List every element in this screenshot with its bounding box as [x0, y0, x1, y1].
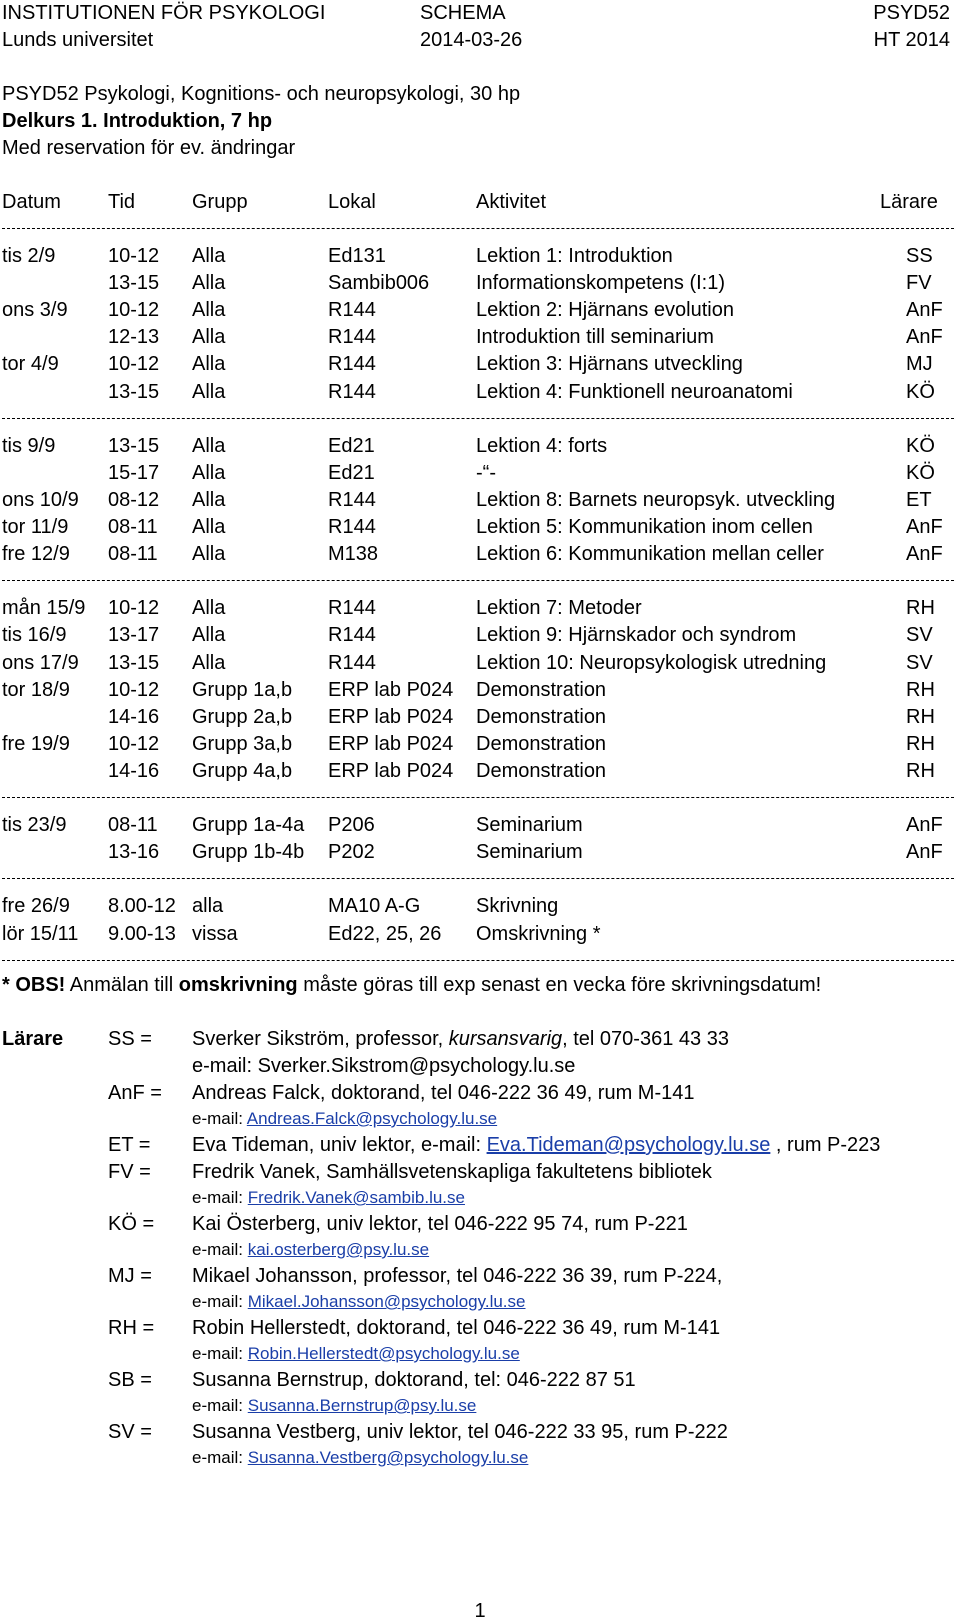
cell-tid: 13-15	[108, 434, 160, 457]
teacher-info	[192, 1026, 729, 1053]
cell-tid: 13-15	[108, 380, 160, 403]
teacher-email	[192, 1053, 575, 1080]
cell-aktivitet: Seminarium	[476, 814, 583, 837]
teacher-email-link[interactable]: Andreas.Falck@psychology.lu.se	[246, 1109, 498, 1128]
cell-lokal: ERP lab P024	[328, 705, 454, 728]
teacher-info-text: Andreas Falck, doktorand, tel 046-222 36 49, rum M-141	[192, 1082, 695, 1104]
teacher-email	[192, 1288, 526, 1315]
cell-lokal: R144	[328, 624, 376, 647]
email-label: e-mail:	[192, 1240, 248, 1259]
cell-lokal: ERP lab P024	[328, 759, 454, 782]
table-row	[0, 677, 960, 704]
cell-grupp: Alla	[192, 434, 226, 457]
cell-grupp: Alla	[192, 624, 226, 647]
teacher-code: ET =	[108, 1134, 151, 1156]
cell-aktivitet: Lektion 9: Hjärnskador och syndrom	[476, 624, 797, 647]
teacher-email-link[interactable]: Robin.Hellerstedt@psychology.lu.se	[247, 1344, 520, 1363]
teacher-entry	[0, 1211, 960, 1238]
teacher-code: FV =	[108, 1161, 151, 1183]
table-row	[0, 541, 960, 568]
cell-tid: 08-11	[108, 543, 158, 566]
teacher-email	[192, 1444, 528, 1471]
table-separator	[2, 960, 954, 961]
cell-aktivitet: Lektion 4: forts	[476, 434, 608, 457]
cell-larare: AnF	[906, 841, 943, 864]
teacher-info-text: Robin Hellerstedt, doktorand, tel 046-222 36 49, rum M-141	[192, 1317, 721, 1339]
cell-aktivitet: Omskrivning *	[476, 922, 601, 945]
cell-aktivitet: Lektion 4: Funktionell neuroanatomi	[476, 380, 793, 403]
teacher-info	[192, 1080, 695, 1107]
cell-grupp: Alla	[192, 516, 226, 538]
cell-lokal: Ed21	[328, 461, 375, 484]
teacher-info	[192, 1367, 636, 1394]
cell-grupp: Alla	[192, 543, 226, 566]
teacher-info	[192, 1419, 728, 1446]
teacher-entry	[0, 1315, 960, 1342]
cell-aktivitet: -“-	[476, 461, 496, 484]
teacher-info-text: Fredrik Vanek, Samhällsvetenskapliga fakultetens bibliotek	[192, 1161, 712, 1183]
cell-tid: 13-15	[108, 651, 160, 674]
teacher-info-text-end: , rum P-223	[770, 1134, 881, 1156]
course-title-text: PSYD52 Psykologi, Kognitions- och neuropsykologi, 30 hp	[2, 83, 521, 105]
teacher-info	[192, 1159, 712, 1186]
cell-grupp: Grupp 2a,b	[192, 705, 293, 728]
teacher-code: AnF =	[108, 1082, 162, 1104]
cell-grupp: Alla	[192, 245, 226, 267]
teacher-entry	[0, 1080, 960, 1107]
table-row	[0, 297, 960, 324]
table-row	[0, 270, 960, 297]
cell-lokal: M138	[328, 543, 379, 566]
teacher-email-link[interactable]: Susanna.Vestberg@psychology.lu.se	[247, 1448, 529, 1467]
table-row	[0, 704, 960, 731]
cell-larare: AnF	[906, 543, 943, 566]
table-separator	[2, 580, 954, 581]
cell-tid: 13-16	[108, 841, 160, 864]
teacher-code: KÖ =	[108, 1213, 155, 1235]
teacher-entry	[0, 1132, 960, 1159]
document-date: 2014-03-26	[420, 29, 523, 51]
teacher-email-line	[0, 1184, 960, 1211]
teacher-email-line	[0, 1053, 960, 1080]
table-row	[0, 839, 960, 866]
cell-aktivitet: Lektion 1: Introduktion	[476, 245, 673, 267]
cell-tid: 13-15	[108, 272, 160, 295]
signup-note	[0, 972, 960, 999]
cell-datum: fre 12/9	[2, 543, 70, 566]
cell-tid: 10-12	[108, 597, 160, 620]
cell-aktivitet: Lektion 10: Neuropsykologisk utredning	[476, 651, 827, 674]
email-label: e-mail:	[192, 1396, 248, 1415]
cell-datum: ons 3/9	[2, 299, 68, 322]
document-type: SCHEMA	[420, 2, 506, 24]
table-row	[0, 243, 960, 270]
cell-datum: tis 2/9	[2, 245, 56, 267]
cell-lokal: Sambib006	[328, 272, 430, 295]
cell-lokal: R144	[328, 597, 376, 620]
university-name: Lunds universitet	[2, 29, 154, 51]
teacher-email	[192, 1236, 429, 1263]
teacher-info-text: Mikael Johansson, professor, tel 046-222 36 39, rum P-224,	[192, 1265, 723, 1287]
header-line-2	[0, 27, 960, 54]
cell-grupp: Alla	[192, 353, 226, 376]
cell-grupp: Grupp 1b-4b	[192, 841, 305, 864]
teacher-info	[192, 1132, 880, 1159]
teacher-email-link[interactable]: Fredrik.Vanek@sambib.lu.se	[247, 1188, 465, 1207]
teacher-email-link[interactable]: kai.osterberg@psy.lu.se	[247, 1240, 430, 1259]
teacher-code: RH =	[108, 1317, 155, 1339]
cell-aktivitet: Demonstration	[476, 732, 607, 755]
teacher-email	[192, 1340, 520, 1367]
cell-grupp: Alla	[192, 380, 226, 403]
teacher-email	[192, 1184, 465, 1211]
cell-lokal: Ed22, 25, 26	[328, 922, 442, 945]
cell-grupp: vissa	[192, 922, 238, 945]
teacher-entry	[0, 1367, 960, 1394]
cell-datum: lör 15/11	[2, 922, 79, 945]
table-separator	[2, 228, 954, 229]
teacher-email-line	[0, 1444, 960, 1471]
table-row	[0, 379, 960, 406]
cell-tid: 13-17	[108, 624, 160, 647]
note-prefix: * OBS!	[2, 973, 66, 996]
cell-datum: tis 16/9	[2, 624, 67, 647]
course-code: PSYD52	[873, 2, 950, 24]
teacher-info-text: Susanna Vestberg, univ lektor, tel 046-222 33 95, rum P-222	[192, 1421, 728, 1443]
table-row	[0, 758, 960, 785]
teacher-info	[192, 1315, 720, 1342]
cell-larare: KÖ	[906, 434, 935, 457]
teacher-code: SV =	[108, 1421, 152, 1443]
cell-datum: fre 19/9	[2, 732, 70, 755]
cell-datum: tor 18/9	[2, 678, 70, 701]
cell-datum: ons 10/9	[2, 488, 79, 511]
cell-lokal: R144	[328, 299, 376, 322]
table-row	[0, 487, 960, 514]
cell-datum: tor 11/9	[2, 516, 69, 538]
cell-datum: mån 15/9	[2, 597, 86, 620]
cell-larare: RH	[906, 705, 935, 728]
header-line-1	[0, 0, 960, 27]
cell-tid: 14-16	[108, 705, 160, 728]
cell-lokal: R144	[328, 380, 376, 403]
email-label: e-mail:	[192, 1109, 247, 1128]
teacher-code: MJ =	[108, 1265, 152, 1287]
cell-datum: ons 17/9	[2, 651, 79, 674]
teacher-email-line	[0, 1288, 960, 1315]
teacher-entry	[0, 1263, 960, 1290]
cell-aktivitet: Informationskompetens (I:1)	[476, 272, 725, 295]
cell-grupp: Grupp 1a,b	[192, 678, 293, 701]
cell-larare: AnF	[906, 299, 943, 322]
cell-larare: AnF	[906, 326, 943, 349]
teachers-heading-text: Lärare	[2, 1028, 64, 1050]
table-row	[0, 622, 960, 649]
cell-tid: 15-17	[108, 461, 160, 484]
cell-aktivitet: Introduktion till seminarium	[476, 326, 714, 349]
course-reservation	[0, 135, 960, 162]
cell-larare: RH	[906, 597, 935, 620]
teacher-info-text-end: , tel 070-361 43 33	[562, 1028, 729, 1050]
cell-larare: KÖ	[906, 380, 935, 403]
cell-grupp: Alla	[192, 326, 226, 349]
note-text-2: måste göras till exp senast en vecka före skrivningsdatum!	[297, 973, 822, 996]
column-header-grupp: Grupp	[192, 191, 248, 213]
teacher-email-line	[0, 1105, 960, 1132]
cell-larare: AnF	[906, 814, 943, 837]
table-row	[0, 731, 960, 758]
cell-aktivitet: Lektion 5: Kommunikation inom cellen	[476, 516, 813, 538]
cell-lokal: Ed21	[328, 434, 375, 457]
cell-lokal: R144	[328, 516, 376, 538]
cell-grupp: Grupp 1a-4a	[192, 814, 305, 837]
table-row	[0, 921, 960, 948]
teacher-info	[192, 1211, 688, 1238]
cell-tid: 10-12	[108, 732, 160, 755]
term: HT 2014	[873, 29, 950, 51]
column-header-aktivitet: Aktivitet	[476, 191, 547, 213]
cell-grupp: Alla	[192, 488, 226, 511]
table-row	[0, 460, 960, 487]
note-bold: omskrivning	[178, 973, 298, 996]
teacher-email-link[interactable]: Susanna.Bernstrup@psy.lu.se	[247, 1396, 477, 1415]
column-header-larare: Lärare	[880, 191, 938, 213]
table-separator	[2, 797, 954, 798]
cell-larare: AnF	[906, 516, 943, 538]
page-number: 1	[474, 1600, 486, 1622]
email-label: e-mail:	[192, 1292, 248, 1311]
cell-grupp: Grupp 4a,b	[192, 759, 293, 782]
email-label: e-mail:	[192, 1188, 248, 1207]
note-text-1: Anmälan till	[65, 973, 179, 996]
email-label: e-mail:	[192, 1344, 248, 1363]
cell-lokal: MA10 A-G	[328, 895, 421, 918]
cell-tid: 08-11	[108, 814, 158, 837]
teacher-email-link[interactable]: Eva.Tideman@psychology.lu.se	[486, 1134, 771, 1156]
cell-grupp: Grupp 3a,b	[192, 732, 293, 755]
cell-tid: 08-12	[108, 488, 160, 511]
cell-datum: tis 9/9	[2, 434, 56, 457]
cell-tid: 10-12	[108, 678, 160, 701]
cell-larare: RH	[906, 678, 935, 701]
cell-lokal: P202	[328, 841, 375, 864]
cell-datum: tis 23/9	[2, 814, 67, 837]
table-row	[0, 324, 960, 351]
cell-aktivitet: Lektion 8: Barnets neuropsyk. utveckling	[476, 488, 836, 511]
cell-lokal: Ed131	[328, 245, 386, 267]
cell-aktivitet: Lektion 7: Metoder	[476, 597, 642, 620]
cell-larare: KÖ	[906, 461, 935, 484]
teacher-email	[192, 1392, 476, 1419]
teacher-email-line	[0, 1340, 960, 1367]
table-separator	[2, 418, 954, 419]
cell-lokal: ERP lab P024	[328, 678, 454, 701]
teacher-role-italic: kursansvarig	[448, 1028, 563, 1050]
cell-aktivitet: Lektion 3: Hjärnans utveckling	[476, 353, 743, 376]
cell-lokal: ERP lab P024	[328, 732, 454, 755]
cell-aktivitet: Seminarium	[476, 841, 583, 864]
table-row	[0, 514, 960, 541]
cell-datum: tor 4/9	[2, 353, 59, 376]
column-header-datum: Datum	[2, 191, 61, 213]
course-title	[0, 81, 960, 108]
cell-larare: SS	[906, 245, 933, 267]
email-label: e-mail:	[192, 1448, 248, 1467]
teacher-email-link[interactable]: Mikael.Johansson@psychology.lu.se	[247, 1292, 526, 1311]
table-row	[0, 650, 960, 677]
cell-tid: 10-12	[108, 245, 160, 267]
table-row	[0, 595, 960, 622]
teacher-email-text: e-mail: Sverker.Sikstrom@psychology.lu.se	[192, 1055, 576, 1077]
course-reservation-text: Med reservation för ev. ändringar	[2, 137, 296, 159]
table-row	[0, 351, 960, 378]
cell-datum: fre 26/9	[2, 895, 70, 918]
cell-tid: 10-12	[108, 353, 160, 376]
cell-tid: 8.00-12	[108, 895, 176, 918]
cell-lokal: R144	[328, 353, 376, 376]
teacher-code: SS =	[108, 1028, 152, 1050]
cell-tid: 12-13	[108, 326, 160, 349]
cell-larare: SV	[906, 624, 933, 647]
table-row	[0, 433, 960, 460]
cell-larare: RH	[906, 759, 935, 782]
cell-larare: FV	[906, 272, 932, 295]
cell-grupp: alla	[192, 895, 224, 918]
cell-tid: 14-16	[108, 759, 160, 782]
cell-larare: ET	[906, 488, 932, 511]
cell-larare: MJ	[906, 353, 933, 376]
teacher-info-text: Eva Tideman, univ lektor, e-mail:	[192, 1134, 487, 1156]
course-part	[0, 108, 960, 135]
cell-tid: 08-11	[108, 516, 158, 538]
cell-aktivitet: Lektion 6: Kommunikation mellan celler	[476, 543, 824, 566]
cell-lokal: R144	[328, 326, 376, 349]
teacher-entry	[0, 1419, 960, 1446]
cell-grupp: Alla	[192, 272, 226, 295]
cell-aktivitet: Demonstration	[476, 678, 607, 701]
teacher-info-text: Kai Österberg, univ lektor, tel 046-222 95 74, rum P-221	[192, 1213, 688, 1235]
teacher-info	[192, 1263, 722, 1290]
cell-aktivitet: Demonstration	[476, 759, 607, 782]
cell-aktivitet: Skrivning	[476, 895, 559, 918]
table-separator	[2, 878, 954, 879]
cell-tid: 10-12	[108, 299, 160, 322]
cell-lokal: R144	[328, 488, 376, 511]
table-header	[0, 189, 960, 216]
cell-aktivitet: Lektion 2: Hjärnans evolution	[476, 299, 734, 322]
cell-lokal: P206	[328, 814, 375, 837]
table-row	[0, 893, 960, 920]
course-part-text: Delkurs 1. Introduktion, 7 hp	[2, 110, 273, 132]
teacher-email	[192, 1105, 497, 1132]
cell-grupp: Alla	[192, 597, 226, 620]
teacher-code: SB =	[108, 1369, 152, 1391]
column-header-tid: Tid	[108, 191, 136, 213]
teacher-email-line	[0, 1392, 960, 1419]
teacher-entry	[0, 1159, 960, 1186]
column-header-lokal: Lokal	[328, 191, 376, 213]
cell-larare: RH	[906, 732, 935, 755]
teacher-info-text: Sverker Sikström, professor,	[192, 1028, 449, 1050]
teacher-info-text: Susanna Bernstrup, doktorand, tel: 046-222 87 51	[192, 1369, 636, 1391]
department-name: INSTITUTIONEN FÖR PSYKOLOGI	[2, 2, 326, 24]
teacher-entry	[0, 1026, 960, 1053]
cell-grupp: Alla	[192, 651, 226, 674]
cell-larare: SV	[906, 651, 933, 674]
teacher-email-line	[0, 1236, 960, 1263]
cell-aktivitet: Demonstration	[476, 705, 607, 728]
cell-grupp: Alla	[192, 461, 226, 484]
note-text	[2, 972, 821, 999]
cell-grupp: Alla	[192, 299, 226, 322]
cell-lokal: R144	[328, 651, 376, 674]
cell-tid: 9.00-13	[108, 922, 176, 945]
table-row	[0, 812, 960, 839]
